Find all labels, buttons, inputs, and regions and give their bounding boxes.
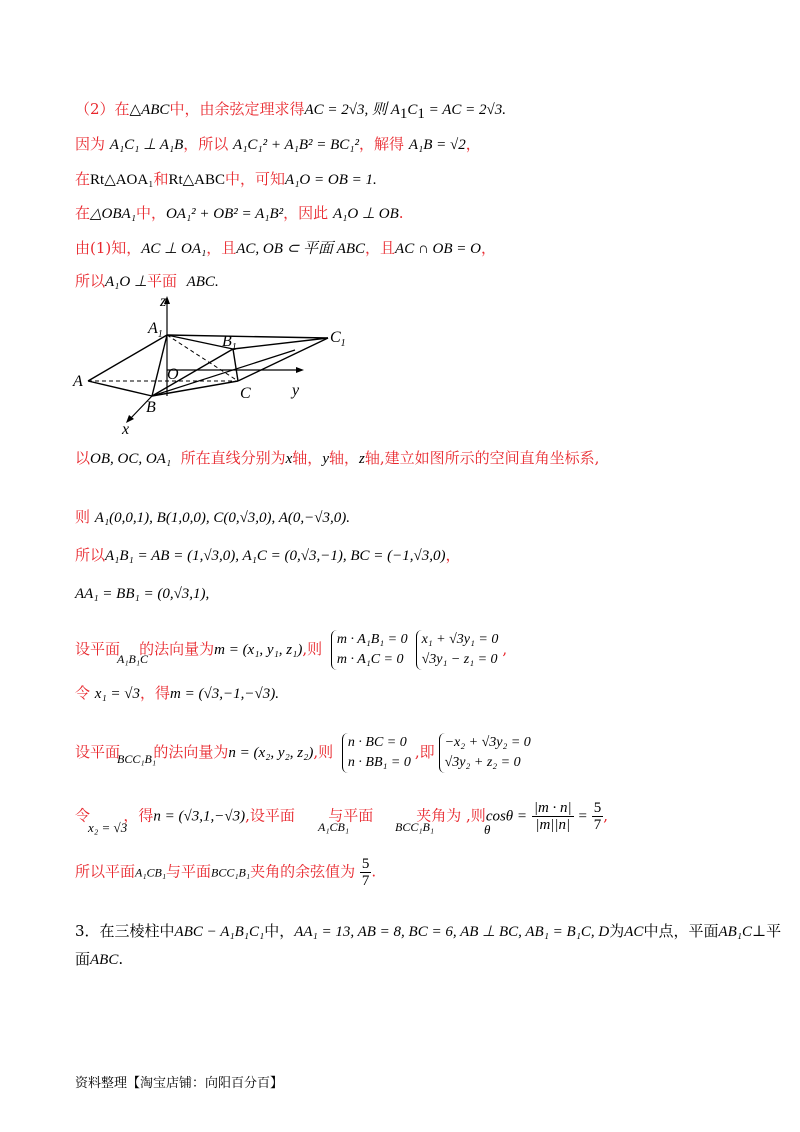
y-axis-arrow [296,367,304,373]
math: A₁O ⊥ [105,274,148,290]
text: ,则 [466,806,486,825]
solution-line-7 [75,448,740,469]
math: A₁(0,0,1), B(1,0,0), C(0,√3,0), A(0,−√3,0). [94,510,351,526]
solution-line-15 [75,856,740,889]
math: ABC − A₁B₁C₁ [174,924,265,940]
math: = AC = 2√3. [424,102,507,118]
math: AC ∩ OB = O [395,241,481,257]
math: z [359,451,365,467]
math: n = (x₂, y₂, z₂) [228,745,314,761]
text: ，所以 [183,135,229,153]
edge-A-B [88,381,152,396]
text: ， [481,239,497,257]
solution-line-10 [75,583,740,604]
math: A₁B₁ = AB = (1,√3,0), A₁C = (0,√3,−1), BC = (−1,√3,0) [105,548,446,564]
math: A₁C₁ ⊥ A₁B [109,137,184,153]
math: AB₁C [718,924,752,940]
math: A₁O = OB = 1. [285,172,377,188]
text: 所在直线分别为 [180,449,286,467]
plane-label: A₁CB₁ [135,865,167,880]
math: x [285,451,293,467]
label-C1: $C_1$ [330,329,346,349]
math: OA₁² + OB² = A₁B² [165,206,284,222]
text: 中，可知 [225,170,286,188]
equation-system [439,733,531,773]
math: A₁O ⊥ OB [332,206,399,222]
text: ，解得 [359,135,405,153]
label-y: y [292,382,300,399]
text: 平面 [147,272,178,290]
math: C [407,102,418,118]
math: AC, OB ⊂ 平面 ABC [236,241,366,257]
solution-line-13 [75,733,740,773]
text: ，因此 [283,204,329,222]
math: △OBA₁ [90,206,136,222]
equation: x₁ + √3y₁ = 0 [421,632,499,647]
math: A₁B = √2 [408,137,466,153]
text: 中，由余弦定理求得 [169,100,305,118]
math: AA₁ = BB₁ = (0,√3,1), [75,586,210,602]
equation-system [416,630,499,670]
solution-line-6 [75,271,740,292]
text: 中点，平面 [643,922,719,940]
denominator: 7 [361,873,370,889]
text: ,则 [302,640,323,658]
solution-line-1 [75,99,740,124]
solution-line-12 [75,683,740,704]
text: 轴， [292,449,323,467]
solution-line-8 [75,507,740,528]
subscript: 1 [399,106,408,122]
text: 为 [609,922,625,940]
text: 所以 [75,546,106,564]
solution-line-9 [75,545,740,566]
text: 与平面 [328,806,374,825]
text: ⊥平 [752,922,782,940]
denominator: 7 [593,817,602,833]
text: . [118,950,124,968]
text: ，且 [206,239,237,257]
label-B: B [146,399,156,416]
plane-label: A₁CB₁ [318,820,350,834]
text: ,即 [414,743,435,761]
math: ABC. [186,274,219,290]
math: AA₁ = 13, AB = 8, BC = 6, AB ⊥ BC, AB₁ = B₁C, D [294,924,610,940]
fraction [592,800,604,833]
label-x: x [122,421,130,437]
text: . [398,204,404,222]
text: 以 [75,449,91,467]
math: m = (x₁, y₁, z₁) [214,642,303,658]
math: m = (√3,−1,−√3). [170,686,279,702]
text: 令 [75,684,91,702]
text: 和 [153,170,169,188]
edge-B1-C [233,349,238,381]
math: ABC [90,952,119,968]
math: ABC [141,102,170,118]
equation: n · BC = 0 [347,735,407,750]
math: x₂ = √3 [88,820,128,835]
text: 夹角为 [416,806,462,825]
equals: = [578,808,587,825]
plane-label: BCC₁B₁ [395,820,435,834]
text: 轴， [328,449,359,467]
text: 所以平面 [75,862,136,881]
equation-system [331,630,408,670]
math: AC ⊥ OA₁ [141,241,207,257]
equation-system [342,733,411,773]
math: n = (√3,1,−√3) [153,808,246,825]
edge-B-A1 [152,335,167,396]
problem-3-line-2 [75,949,740,970]
text: 因为 [75,135,106,153]
plane-label: A₁B₁C [117,652,149,666]
math: x₁ = √3 [94,686,141,702]
text: 在 [75,170,91,188]
text: 3．在三棱柱中 [75,922,175,940]
text: 面 [75,950,91,968]
text: 的法向量为 [139,640,215,658]
solution-line-11 [75,630,740,670]
math: OB, OC, OA₁ [90,451,172,467]
math: AC = 2√3, 则 A [304,102,400,118]
solution-line-4 [75,203,740,224]
label-O: O [167,366,179,383]
label-B1: $B_1$ [222,333,237,353]
edge-A1-C1 [167,335,328,338]
text: ,则 [313,743,334,761]
equation: −x₂ + √3y₂ = 0 [444,735,531,750]
footer-source: 资料整理【淘宝店铺：向阳百分百】 [75,1076,284,1091]
text: 的法向量为 [153,743,229,761]
prism-figure [60,292,360,437]
text: 由(1)知， [75,239,142,257]
text: 中， [264,922,295,940]
edge-C-C1 [238,338,328,381]
edge-A-A1 [88,335,167,381]
label-C: C [240,385,251,402]
label-A1: $A_1$ [148,320,163,340]
plane-label: BCC₁B₁ [211,865,251,880]
fraction [360,856,372,889]
text: 轴,建立如图所示的空间直角坐标系, [364,449,600,467]
math: A₁C₁² + A₁B² = BC₁² [233,137,360,153]
text: , [603,806,608,825]
numerator: 5 [361,856,370,872]
text: 夹角的余弦值为 [250,862,356,881]
math: y [322,451,329,467]
text: ， [465,135,481,153]
label-z: z [160,293,167,310]
solution-line-5 [75,238,740,259]
label-A: A [73,373,83,390]
math: Rt△ABC [168,172,226,188]
equation: m · A₁C = 0 [336,652,404,667]
edge-B1-C1 [233,338,328,349]
equation: √3y₂ + z₂ = 0 [444,755,521,770]
text: , [502,640,508,658]
triangle-symbol: △ [129,102,142,118]
math: AC [624,924,644,940]
equation: n · BB₁ = 0 [347,755,411,770]
text: ，得 [140,684,171,702]
numerator: 5 [593,800,602,816]
subscript: 1 [417,106,425,122]
text: 设平面 [75,640,121,658]
text: （2）在 [75,100,130,118]
text: . [371,862,377,881]
solution-line-2 [75,134,740,155]
text: 令 [75,806,91,825]
text: 中， [135,204,166,222]
math: Rt△AOA₁ [90,172,154,188]
theta: θ [484,822,491,837]
equation: m · A₁B₁ = 0 [336,632,408,647]
text: ，且 [365,239,396,257]
text: 设平面 [75,743,121,761]
solution-line-3 [75,169,740,190]
text: 在 [75,204,91,222]
fraction [532,800,574,833]
plane-label: BCC₁B₁ [117,752,157,766]
text: 则 [75,508,91,526]
equation: √3y₁ − z₁ = 0 [421,652,498,667]
problem-3-line-1 [75,921,782,942]
text: 与平面 [166,862,212,881]
denominator: |m||n| [535,817,571,833]
math: cosθ = [485,808,528,825]
text: ， [445,546,461,564]
text: 所以 [75,272,106,290]
numerator: |m · n| [533,800,572,816]
text: ,设平面 [245,806,295,825]
text: ，得 [123,806,154,825]
